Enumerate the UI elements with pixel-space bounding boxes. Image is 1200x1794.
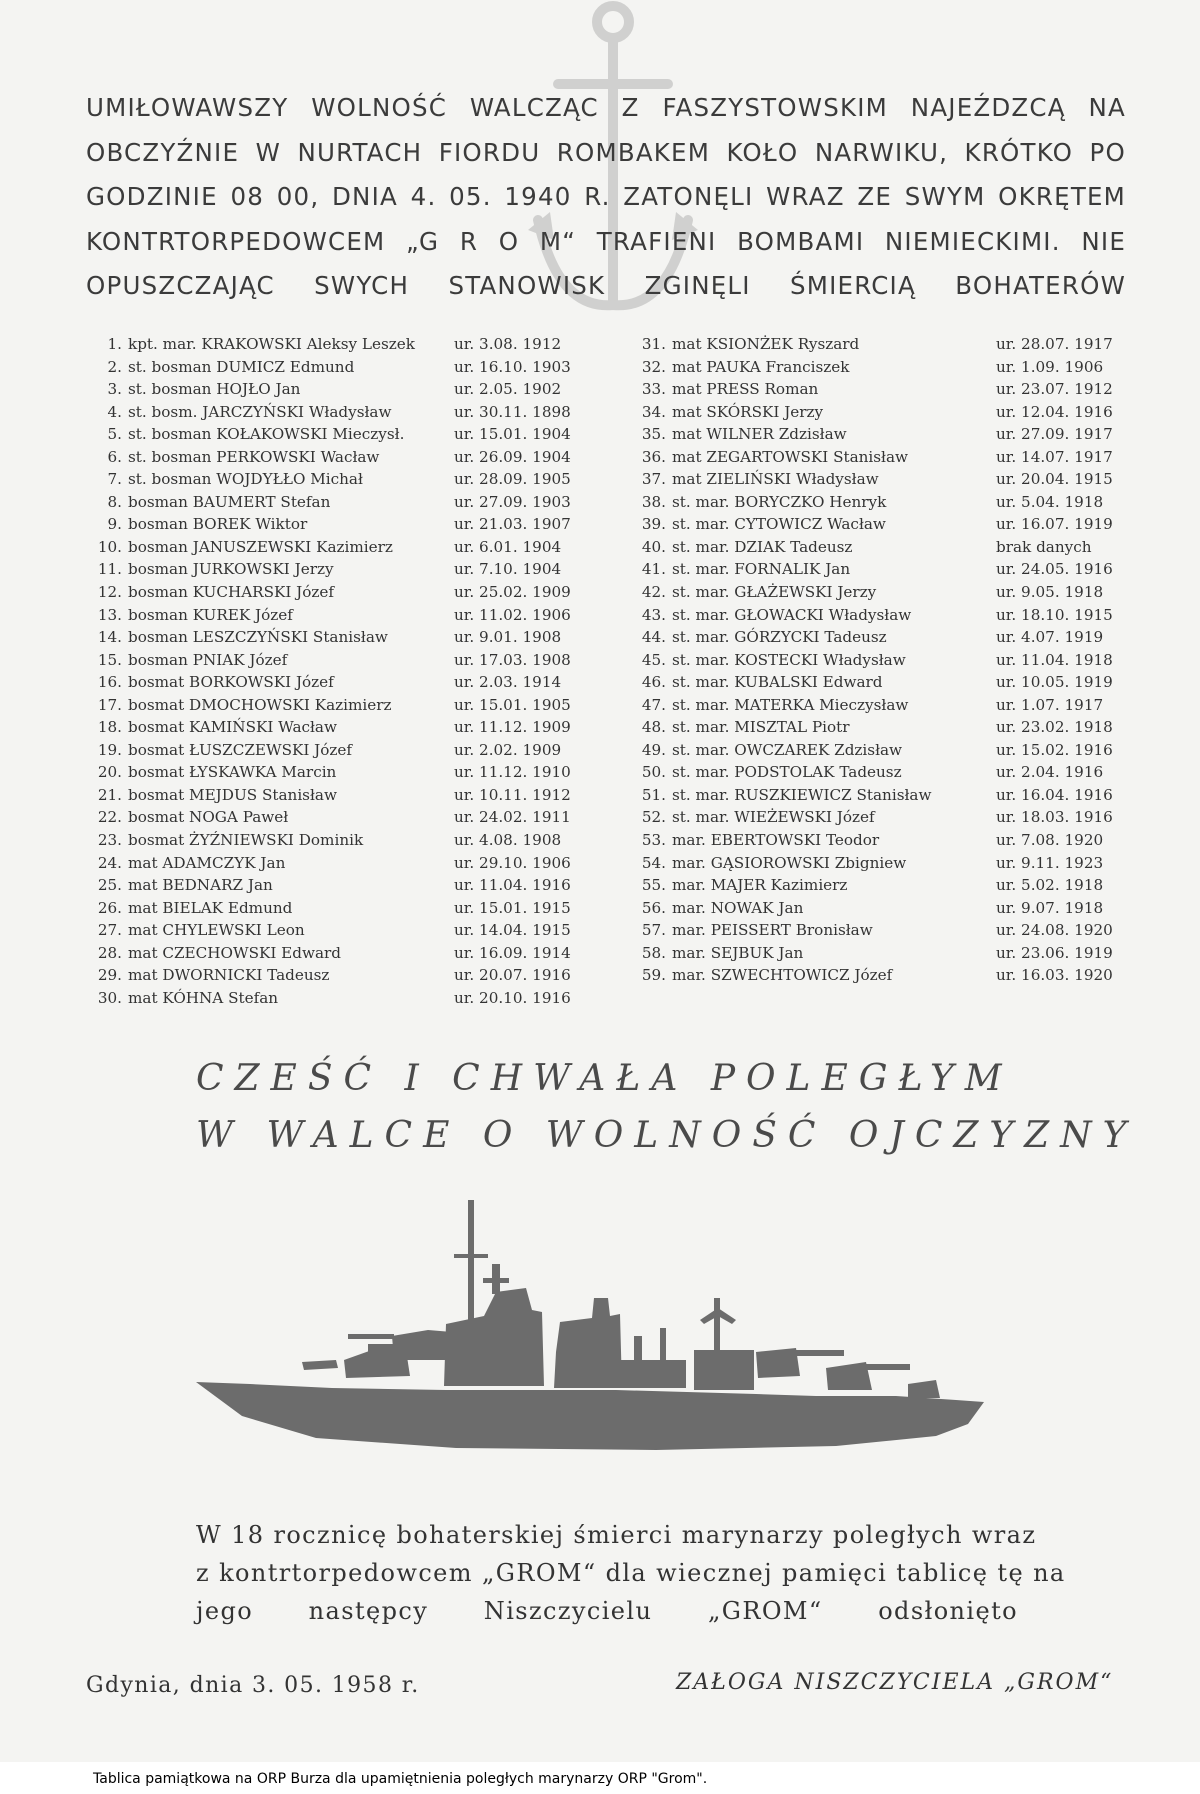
crew-birth-date: ur. 24.02. 1911 <box>454 808 571 827</box>
crew-number: 43. <box>641 605 666 624</box>
crew-birth-date: ur. 20.04. 1915 <box>996 470 1113 489</box>
crew-row <box>86 852 576 875</box>
crew-number: 34. <box>641 402 666 421</box>
crew-row <box>630 829 1122 852</box>
crew-row <box>86 716 576 739</box>
crew-row <box>630 626 1122 649</box>
crew-birth-date: ur. 20.07. 1916 <box>454 966 571 985</box>
crew-name: mat WILNER Zdzisław <box>672 425 847 444</box>
crew-name: st. mar. DZIAK Tadeusz <box>672 537 853 556</box>
crew-birth-date: ur. 17.03. 1908 <box>454 650 571 669</box>
crew-row <box>630 964 1122 987</box>
crew-row <box>630 649 1122 672</box>
crew-birth-date: ur. 2.05. 1902 <box>454 380 562 399</box>
crew-row <box>630 333 1122 356</box>
crew-birth-date: ur. 11.02. 1906 <box>454 605 571 624</box>
crew-number: 54. <box>641 853 666 872</box>
crew-birth-date: ur. 23.06. 1919 <box>996 943 1113 962</box>
crew-row <box>630 942 1122 965</box>
crew-name: st. bosman KOŁAKOWSKI Mieczysł. <box>128 425 405 444</box>
crew-birth-date: ur. 23.07. 1912 <box>996 380 1113 399</box>
crew-name: mat KÓHNA Stefan <box>128 988 279 1007</box>
crew-row <box>630 356 1122 379</box>
crew-birth-date: ur. 27.09. 1917 <box>996 425 1113 444</box>
crew-birth-date: ur. 16.09. 1914 <box>454 943 571 962</box>
crew-birth-date: ur. 30.11. 1898 <box>454 402 571 421</box>
crew-row <box>86 491 576 514</box>
crew-name: mat ZIELIŃSKI Władysław <box>672 470 879 489</box>
crew-number: 51. <box>641 785 666 804</box>
crew-row <box>86 739 576 762</box>
crew-number: 31. <box>641 335 666 353</box>
crew-row <box>630 581 1122 604</box>
crew-row <box>630 919 1122 942</box>
crew-birth-date: ur. 2.04. 1916 <box>996 763 1104 782</box>
crew-number: 45. <box>641 650 666 669</box>
crew-row <box>630 694 1122 717</box>
crew-name: st. bosman DUMICZ Edmund <box>128 357 355 376</box>
crew-birth-date: ur. 26.09. 1904 <box>454 447 571 466</box>
crew-birth-date: ur. 15.01. 1904 <box>454 425 571 444</box>
crew-row <box>86 626 576 649</box>
crew-name: st. mar. CYTOWICZ Wacław <box>672 515 886 534</box>
crew-birth-date: ur. 29.10. 1906 <box>454 853 571 872</box>
crew-row <box>86 761 576 784</box>
crew-number: 42. <box>641 583 666 602</box>
crew-birth-date: ur. 15.01. 1905 <box>454 695 571 714</box>
motto-line-2: W WALCE O WOLNOŚĆ OJCZYZNY <box>196 1115 1138 1156</box>
crew-name: st. mar. MATERKA Mieczysław <box>672 695 909 714</box>
crew-number: 19. <box>97 740 122 759</box>
crew-number: 7. <box>107 470 122 489</box>
crew-birth-date: ur. 7.08. 1920 <box>996 831 1104 850</box>
crew-name: bosmat ŻYŹNIEWSKI Dominik <box>128 831 364 850</box>
motto-line-1: CZEŚĆ I CHWAŁA POLEGŁYM <box>196 1058 1013 1099</box>
crew-birth-date: brak danych <box>996 537 1092 556</box>
crew-row <box>86 378 576 401</box>
crew-name: bosman BOREK Wiktor <box>128 515 308 534</box>
crew-number: 58. <box>641 943 666 962</box>
crew-row <box>86 829 576 852</box>
dedication-paragraph <box>196 1516 1066 1630</box>
crew-number: 5. <box>107 425 122 444</box>
crew-birth-date: ur. 9.01. 1908 <box>454 628 562 647</box>
place-and-date: Gdynia, dnia 3. 05. 1958 r. <box>86 1673 420 1698</box>
crew-birth-date: ur. 9.11. 1923 <box>996 853 1104 872</box>
intro-line: UMIŁOWAWSZY WOLNOŚĆ WALCZĄC Z FASZYSTOWSKIM NAJEŹDZCĄ NA <box>86 93 1126 122</box>
crew-name: st. mar. KOSTECKI Władysław <box>672 650 906 669</box>
crew-name: bosman KUREK Józef <box>128 605 293 624</box>
crew-row <box>630 784 1122 807</box>
crew-birth-date: ur. 15.02. 1916 <box>996 740 1113 759</box>
crew-name: st. bosman HOJŁO Jan <box>128 380 301 399</box>
crew-row <box>86 671 576 694</box>
crew-birth-date: ur. 16.03. 1920 <box>996 966 1113 985</box>
crew-number: 57. <box>641 921 666 940</box>
crew-row <box>630 491 1122 514</box>
crew-name: bosmat BORKOWSKI Józef <box>128 673 334 692</box>
crew-name: st. mar. GŁOWACKI Władysław <box>672 605 912 624</box>
crew-birth-date: ur. 25.02. 1909 <box>454 583 571 602</box>
crew-name: bosman JANUSZEWSKI Kazimierz <box>128 537 393 556</box>
crew-number: 56. <box>641 898 666 917</box>
crew-row <box>86 401 576 424</box>
crew-name: bosmat MEJDUS Stanisław <box>128 785 337 804</box>
crew-number: 27. <box>97 921 122 940</box>
crew-birth-date: ur. 27.09. 1903 <box>454 492 571 511</box>
crew-birth-date: ur. 2.03. 1914 <box>454 673 562 692</box>
crew-row <box>630 671 1122 694</box>
dedication-line: W 18 rocznicę bohaterskiej śmierci marynarzy poległych wraz <box>196 1521 1037 1549</box>
motto <box>196 1050 1138 1164</box>
crew-row <box>86 423 576 446</box>
crew-number: 44. <box>641 628 666 647</box>
crew-name: mat BEDNARZ Jan <box>128 876 273 895</box>
crew-number: 11. <box>97 560 122 579</box>
crew-row <box>86 468 576 491</box>
crew-number: 37. <box>641 470 666 489</box>
crew-number: 24. <box>97 853 122 872</box>
intro-line: OPUSZCZAJĄC SWYCH STANOWISK ZGINĘLI ŚMIERCIĄ BOHATERÓW <box>86 271 1126 300</box>
crew-name: st. mar. OWCZAREK Zdzisław <box>672 740 903 759</box>
crew-number: 23. <box>97 831 122 850</box>
crew-row <box>86 536 576 559</box>
crew-row <box>630 716 1122 739</box>
crew-birth-date: ur. 1.07. 1917 <box>996 695 1104 714</box>
crew-row <box>630 401 1122 424</box>
crew-name: st. mar. MISZTAL Piotr <box>672 718 850 737</box>
crew-number: 46. <box>641 673 666 692</box>
crew-birth-date: ur. 11.12. 1910 <box>454 763 571 782</box>
crew-number: 50. <box>641 763 666 782</box>
crew-row <box>86 446 576 469</box>
crew-number: 25. <box>97 876 122 895</box>
crew-row <box>86 558 576 581</box>
crew-birth-date: ur. 18.10. 1915 <box>996 605 1113 624</box>
intro-line: OBCZYŹNIE W NURTACH FIORDU ROMBAKEM KOŁO NARWIKU, KRÓTKO PO <box>86 137 1126 167</box>
crew-name: mat CZECHOWSKI Edward <box>128 943 341 962</box>
intro-line: GODZINIE 08 00, DNIA 4. 05. 1940 R. ZATONĘLI WRAZ ZE SWYM OKRĘTEM <box>86 182 1126 211</box>
crew-row <box>630 446 1122 469</box>
crew-name: st. mar. BORYCZKO Henryk <box>672 492 887 511</box>
crew-number: 39. <box>641 515 666 534</box>
crew-row <box>630 604 1122 627</box>
crew-list-right <box>630 333 1122 987</box>
crew-row <box>630 558 1122 581</box>
crew-number: 41. <box>641 560 666 579</box>
crew-number: 16. <box>97 673 122 692</box>
crew-name: bosmat DMOCHOWSKI Kazimierz <box>128 695 392 714</box>
intro-paragraph <box>86 86 1126 309</box>
crew-number: 35. <box>641 425 666 444</box>
crew-name: kpt. mar. KRAKOWSKI Aleksy Leszek <box>128 335 415 353</box>
crew-birth-date: ur. 16.07. 1919 <box>996 515 1113 534</box>
crew-number: 30. <box>97 988 122 1007</box>
crew-birth-date: ur. 10.05. 1919 <box>996 673 1113 692</box>
crew-number: 17. <box>97 695 122 714</box>
crew-row <box>630 536 1122 559</box>
crew-birth-date: ur. 24.08. 1920 <box>996 921 1113 940</box>
crew-birth-date: ur. 14.07. 1917 <box>996 447 1113 466</box>
crew-row <box>86 333 576 356</box>
crew-row <box>86 784 576 807</box>
crew-birth-date: ur. 5.02. 1918 <box>996 876 1104 895</box>
crew-name: mat ADAMCZYK Jan <box>128 853 286 872</box>
crew-birth-date: ur. 16.10. 1903 <box>454 357 571 376</box>
crew-birth-date: ur. 28.07. 1917 <box>996 335 1113 353</box>
crew-row <box>86 942 576 965</box>
crew-name: bosmat ŁYSKAWKA Marcin <box>128 763 337 782</box>
crew-row <box>630 806 1122 829</box>
crew-birth-date: ur. 16.04. 1916 <box>996 785 1113 804</box>
crew-number: 55. <box>641 876 666 895</box>
crew-row <box>86 356 576 379</box>
crew-name: mar. GĄSIOROWSKI Zbigniew <box>672 853 907 872</box>
crew-number: 29. <box>97 966 122 985</box>
crew-number: 28. <box>97 943 122 962</box>
crew-name: mar. EBERTOWSKI Teodor <box>672 831 880 850</box>
crew-number: 49. <box>641 740 666 759</box>
crew-name: mat BIELAK Edmund <box>128 898 293 917</box>
crew-number: 18. <box>97 718 122 737</box>
intro-line: KONTRTORPEDOWCEM „G R O M“ TRAFIENI BOMBAMI NIEMIECKIMI. NIE <box>86 226 1126 256</box>
crew-number: 1. <box>107 335 122 353</box>
crew-row <box>86 649 576 672</box>
crew-number: 6. <box>107 447 122 466</box>
crew-number: 38. <box>641 492 666 511</box>
crew-row <box>86 897 576 920</box>
crew-name: st. bosman PERKOWSKI Wacław <box>128 447 380 466</box>
crew-number: 40. <box>641 537 666 556</box>
crew-row <box>86 919 576 942</box>
crew-row <box>630 739 1122 762</box>
crew-birth-date: ur. 20.10. 1916 <box>454 988 571 1007</box>
crew-number: 4. <box>107 402 122 421</box>
crew-name: mar. NOWAK Jan <box>672 898 804 917</box>
crew-number: 20. <box>97 763 122 782</box>
crew-row <box>86 581 576 604</box>
crew-birth-date: ur. 14.04. 1915 <box>454 921 571 940</box>
crew-birth-date: ur. 1.09. 1906 <box>996 357 1104 376</box>
dedication-line: z kontrtorpedowcem „GROM“ dla wiecznej pamięci tablicę tę na <box>196 1559 1066 1587</box>
crew-name: mat DWORNICKI Tadeusz <box>128 966 330 985</box>
crew-name: st. mar. RUSZKIEWICZ Stanisław <box>672 785 932 804</box>
crew-name: bosman BAUMERT Stefan <box>128 492 331 511</box>
crew-name: st. bosm. JARCZYŃSKI Władysław <box>128 402 392 421</box>
crew-birth-date: ur. 12.04. 1916 <box>996 402 1113 421</box>
crew-row <box>86 694 576 717</box>
crew-row <box>630 761 1122 784</box>
crew-number: 36. <box>641 447 666 466</box>
crew-number: 12. <box>97 583 122 602</box>
crew-number: 2. <box>107 357 122 376</box>
crew-name: st. mar. FORNALIK Jan <box>672 560 851 579</box>
crew-birth-date: ur. 4.07. 1919 <box>996 628 1104 647</box>
crew-row <box>86 806 576 829</box>
crew-birth-date: ur. 11.12. 1909 <box>454 718 571 737</box>
crew-row <box>86 604 576 627</box>
crew-birth-date: ur. 10.11. 1912 <box>454 785 571 804</box>
crew-birth-date: ur. 18.03. 1916 <box>996 808 1113 827</box>
crew-birth-date: ur. 9.07. 1918 <box>996 898 1104 917</box>
crew-row <box>86 874 576 897</box>
crew-birth-date: ur. 23.02. 1918 <box>996 718 1113 737</box>
crew-name: mat PRESS Roman <box>672 380 819 399</box>
crew-row <box>86 964 576 987</box>
crew-name: mar. SEJBUK Jan <box>672 943 804 962</box>
crew-name: mat ZEGARTOWSKI Stanisław <box>672 447 909 466</box>
crew-row <box>630 378 1122 401</box>
destroyer-silhouette-icon <box>196 1200 986 1460</box>
image-caption: Tablica pamiątkowa na ORP Burza dla upamiętnienia poległych marynarzy ORP "Grom". <box>93 1771 708 1787</box>
crew-birth-date: ur. 6.01. 1904 <box>454 537 562 556</box>
crew-name: mar. MAJER Kazimierz <box>672 876 848 895</box>
crew-number: 48. <box>641 718 666 737</box>
crew-row <box>630 513 1122 536</box>
crew-name: mat SKÓRSKI Jerzy <box>672 402 824 421</box>
crew-number: 13. <box>97 605 122 624</box>
crew-number: 53. <box>641 831 666 850</box>
crew-birth-date: ur. 2.02. 1909 <box>454 740 562 759</box>
crew-number: 21. <box>97 785 122 804</box>
crew-number: 22. <box>97 808 122 827</box>
crew-name: st. mar. WIEŻEWSKI Józef <box>672 808 875 827</box>
crew-number: 59. <box>641 966 666 985</box>
crew-number: 32. <box>641 357 666 376</box>
dedication-line: jego następcy Niszczycielu „GROM“ odsłonięto <box>196 1597 1018 1625</box>
crew-birth-date: ur. 24.05. 1916 <box>996 560 1113 579</box>
crew-row <box>630 874 1122 897</box>
crew-number: 52. <box>641 808 666 827</box>
crew-birth-date: ur. 11.04. 1918 <box>996 650 1113 669</box>
crew-birth-date: ur. 21.03. 1907 <box>454 515 571 534</box>
crew-name: bosmat KAMIŃSKI Wacław <box>128 718 337 737</box>
crew-number: 47. <box>641 695 666 714</box>
crew-row <box>630 852 1122 875</box>
crew-number: 33. <box>641 380 666 399</box>
crew-number: 9. <box>107 515 122 534</box>
crew-birth-date: ur. 4.08. 1908 <box>454 831 562 850</box>
crew-name: bosman LESZCZYŃSKI Stanisław <box>128 628 388 647</box>
crew-name: st. mar. PODSTOLAK Tadeusz <box>672 763 902 782</box>
crew-name: bosman KUCHARSKI Józef <box>128 583 335 602</box>
crew-birth-date: ur. 15.01. 1915 <box>454 898 571 917</box>
crew-number: 14. <box>97 628 122 647</box>
crew-name: mat PAUKA Franciszek <box>672 357 850 376</box>
crew-name: bosmat NOGA Paweł <box>128 808 289 827</box>
crew-name: mat KSIONŻEK Ryszard <box>672 335 860 353</box>
crew-birth-date: ur. 5.04. 1918 <box>996 492 1104 511</box>
signature: ZAŁOGA NISZCZYCIELA „GROM“ <box>676 1670 1114 1695</box>
crew-birth-date: ur. 3.08. 1912 <box>454 335 562 353</box>
crew-name: st. mar. GÓRZYCKI Tadeusz <box>672 628 887 647</box>
crew-row <box>86 987 576 1010</box>
crew-number: 3. <box>107 380 122 399</box>
crew-name: mar. SZWECHTOWICZ Józef <box>672 966 893 985</box>
crew-name: mar. PEISSERT Bronisław <box>672 921 873 940</box>
crew-list-left <box>86 333 576 1009</box>
crew-name: mat CHYLEWSKI Leon <box>128 921 305 940</box>
crew-row <box>630 468 1122 491</box>
crew-number: 15. <box>97 650 122 669</box>
crew-name: bosmat ŁUSZCZEWSKI Józef <box>128 740 352 759</box>
crew-name: st. bosman WOJDYŁŁO Michał <box>128 470 363 489</box>
crew-name: bosman JURKOWSKI Jerzy <box>128 560 334 579</box>
crew-name: bosman PNIAK Józef <box>128 650 288 669</box>
crew-birth-date: ur. 28.09. 1905 <box>454 470 571 489</box>
crew-row <box>86 513 576 536</box>
crew-row <box>630 423 1122 446</box>
crew-name: st. mar. KUBALSKI Edward <box>672 673 883 692</box>
crew-birth-date: ur. 9.05. 1918 <box>996 583 1104 602</box>
crew-birth-date: ur. 11.04. 1916 <box>454 876 571 895</box>
crew-number: 10. <box>97 537 122 556</box>
crew-number: 8. <box>107 492 122 511</box>
crew-row <box>630 897 1122 920</box>
crew-name: st. mar. GŁAŻEWSKI Jerzy <box>672 583 877 602</box>
crew-number: 26. <box>97 898 122 917</box>
crew-birth-date: ur. 7.10. 1904 <box>454 560 562 579</box>
